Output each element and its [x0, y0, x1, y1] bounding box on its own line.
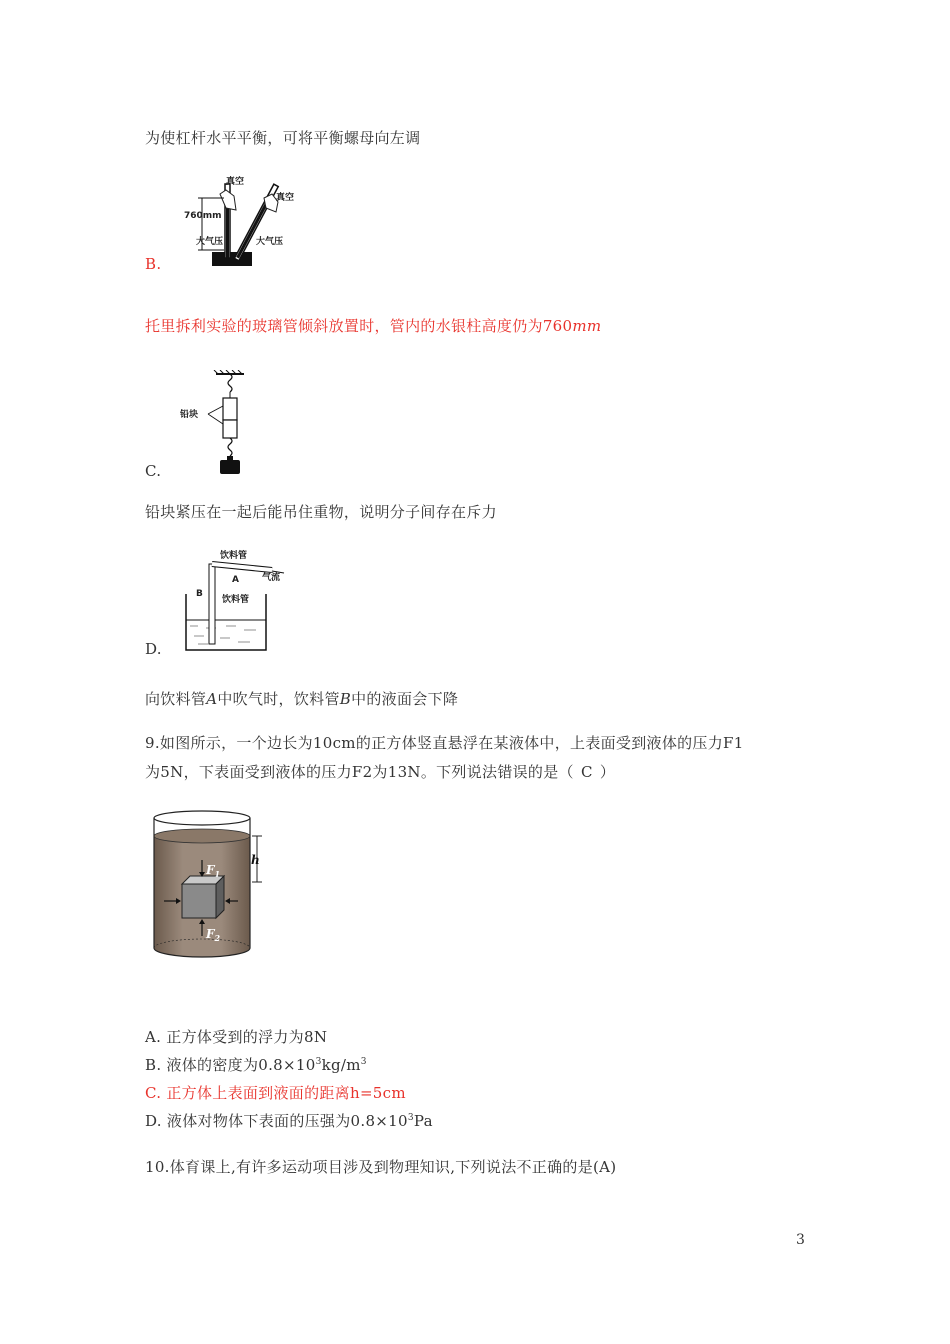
- q9-answer: C: [580, 763, 593, 781]
- label-lead: 铅块: [180, 410, 199, 420]
- q9-choice-b: B. 液体的密度为$0.8\times 10^3kg/m^3$: [145, 1056, 367, 1074]
- label-b: B: [196, 589, 203, 599]
- label-f2: $F_2$: [206, 927, 221, 943]
- label-atm-right: 大气压: [256, 237, 284, 247]
- option-b-letter: B.: [145, 255, 162, 273]
- label-f1: $F_1$: [206, 863, 221, 879]
- option-d-text: 向饮料管A中吹气时，饮料管B中的液面会下降: [145, 690, 459, 708]
- floating-cube-figure: [146, 808, 272, 964]
- mercury-dish: [212, 252, 252, 266]
- option-b-text: 托里拆利实验的玻璃管倾斜放置时，管内的水银柱高度仍为760mm: [145, 317, 602, 335]
- q9-line2: 为5N，下表面受到液体的压力F2为13N。下列说法错误的是（ C ）: [145, 763, 616, 781]
- straw-b: [209, 564, 215, 644]
- option-c-letter: C.: [145, 462, 162, 480]
- option-a-text: 为使杠杆水平平衡，可将平衡螺母向左调: [145, 129, 421, 147]
- lead-block-bottom: [223, 420, 237, 438]
- cube: [182, 884, 216, 918]
- label-vacuum-right: 真空: [276, 193, 295, 203]
- label-h: h: [251, 853, 260, 867]
- container-rim: [154, 811, 250, 825]
- option-d-letter: D.: [145, 640, 162, 658]
- hand-left: [220, 190, 236, 210]
- label-vacuum-left: 真空: [226, 177, 245, 187]
- label-airflow: 气流: [262, 573, 281, 583]
- option-c-text: 铅块紧压在一起后能吊住重物，说明分子间存在斥力: [145, 503, 497, 521]
- q10-text: 10.体育课上,有许多运动项目涉及到物理知识,下列说法不正确的是(A): [145, 1158, 617, 1176]
- q9-choice-d: D. 液体对物体下表面的压强为$0.8\times 10^3Pa$: [145, 1112, 433, 1130]
- straws-figure: [176, 546, 306, 654]
- label-a: A: [232, 575, 239, 585]
- label-atm-left: 大气压: [196, 237, 224, 247]
- torricelli-figure: [180, 176, 310, 270]
- q9-choice-c: C. 正方体上表面到液面的距离h=5cm: [145, 1084, 406, 1102]
- label-straw-top: 饮料管: [220, 551, 248, 561]
- lead-blocks-figure: [176, 370, 256, 476]
- q9-choice-a: A. 正方体受到的浮力为8N: [145, 1028, 328, 1046]
- label-straw-b: 饮料管: [222, 595, 250, 605]
- label-760mm: 760mm: [184, 211, 222, 221]
- page-number: 3: [796, 1232, 805, 1248]
- weight: [220, 460, 240, 474]
- lead-block-top: [223, 398, 237, 420]
- q9-line1: 9.如图所示，一个边长为10cm的正方体竖直悬浮在某液体中，上表面受到液体的压力F1: [145, 734, 744, 752]
